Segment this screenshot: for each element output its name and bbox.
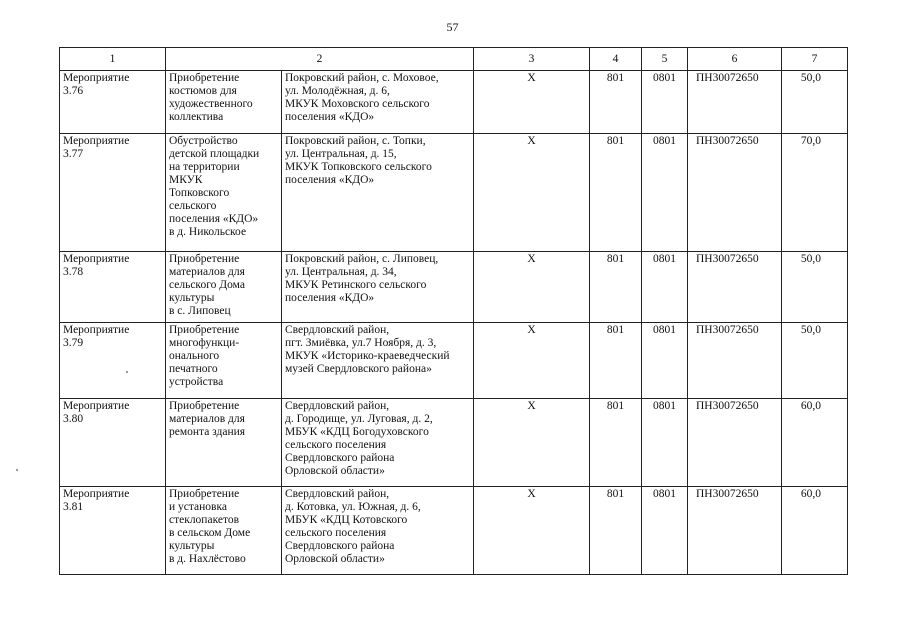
department-code-cell: 801 bbox=[590, 487, 642, 575]
purpose-cell: Приобретение материалов для сельского Дома культуры в с. Липовец bbox=[166, 252, 282, 323]
address-cell: Покровский район, с. Моховое, ул. Молодёжная, д. 6, МКУК Моховского сельского поселения «КДО» bbox=[282, 71, 474, 134]
address-cell: Свердловский район, д. Городище, ул. Луговая, д. 2, МБУК «КДЦ Богодуховского сельского поселения Свердловского района Орловской области» bbox=[282, 399, 474, 487]
department-code-cell: 801 bbox=[590, 323, 642, 399]
header-col-7: 7 bbox=[782, 48, 848, 71]
department-code-cell: 801 bbox=[590, 399, 642, 487]
event-cell: Мероприятие 3.81 bbox=[60, 487, 166, 575]
scan-speck bbox=[16, 469, 18, 471]
col3-cell: Х bbox=[474, 134, 590, 252]
event-cell: Мероприятие 3.76 bbox=[60, 71, 166, 134]
header-col-1: 1 bbox=[60, 48, 166, 71]
header-col-4: 4 bbox=[590, 48, 642, 71]
table-row bbox=[60, 134, 848, 252]
department-code-cell: 801 bbox=[590, 71, 642, 134]
table-row bbox=[60, 487, 848, 575]
address-cell: Покровский район, с. Топки, ул. Центральная, д. 15, МКУК Топковского сельского поселения «КДО» bbox=[282, 134, 474, 252]
col3-cell: Х bbox=[474, 399, 590, 487]
section-code-cell: 0801 bbox=[642, 323, 688, 399]
table-row bbox=[60, 71, 848, 134]
col3-cell: Х bbox=[474, 252, 590, 323]
event-cell: Мероприятие 3.80 bbox=[60, 399, 166, 487]
amount-cell: 60,0 bbox=[782, 399, 848, 487]
event-cell: Мероприятие 3.79 bbox=[60, 323, 166, 399]
header-col-2: 2 bbox=[166, 48, 474, 71]
department-code-cell: 801 bbox=[590, 252, 642, 323]
amount-cell: 50,0 bbox=[782, 252, 848, 323]
col3-cell: Х bbox=[474, 71, 590, 134]
purpose-cell: Обустройство детской площадки на территории МКУК Топковского сельского поселения «КДО» в д. Никольское bbox=[166, 134, 282, 252]
header-col-3: 3 bbox=[474, 48, 590, 71]
amount-cell: 70,0 bbox=[782, 134, 848, 252]
target-article-cell: ПН30072650 bbox=[688, 252, 782, 323]
page-number: 57 bbox=[446, 20, 459, 34]
target-article-cell: ПН30072650 bbox=[688, 399, 782, 487]
header-col-6: 6 bbox=[688, 48, 782, 71]
purpose-cell: Приобретение материалов для ремонта здания bbox=[166, 399, 282, 487]
target-article-cell: ПН30072650 bbox=[688, 134, 782, 252]
event-cell: Мероприятие 3.78 bbox=[60, 252, 166, 323]
section-code-cell: 0801 bbox=[642, 252, 688, 323]
amount-cell: 60,0 bbox=[782, 487, 848, 575]
section-code-cell: 0801 bbox=[642, 134, 688, 252]
table-row bbox=[60, 252, 848, 323]
amount-cell: 50,0 bbox=[782, 71, 848, 134]
department-code-cell: 801 bbox=[590, 134, 642, 252]
table-row bbox=[60, 399, 848, 487]
col3-cell: Х bbox=[474, 487, 590, 575]
target-article-cell: ПН30072650 bbox=[688, 71, 782, 134]
purpose-cell: Приобретение костюмов для художественного коллектива bbox=[166, 71, 282, 134]
address-cell: Свердловский район, д. Котовка, ул. Южная, д. 6, МБУК «КДЦ Котовского сельского поселения Свердловского района Орловской области» bbox=[282, 487, 474, 575]
table-row bbox=[60, 323, 848, 399]
purpose-cell: Приобретение и установка стеклопакетов в сельском Доме культуры в д. Нахлёстово bbox=[166, 487, 282, 575]
col3-cell: Х bbox=[474, 323, 590, 399]
target-article-cell: ПН30072650 bbox=[688, 323, 782, 399]
header-col-5: 5 bbox=[642, 48, 688, 71]
address-cell: Свердловский район, пгт. Змиёвка, ул.7 Ноября, д. 3, МКУК «Историко-краеведческий музей Свердловского района» bbox=[282, 323, 474, 399]
target-article-cell: ПН30072650 bbox=[688, 487, 782, 575]
address-cell: Покровский район, с. Липовец, ул. Центральная, д. 34, МКУК Ретинского сельского поселения «КДО» bbox=[282, 252, 474, 323]
section-code-cell: 0801 bbox=[642, 487, 688, 575]
scan-speck bbox=[126, 371, 128, 373]
amount-cell: 50,0 bbox=[782, 323, 848, 399]
purpose-cell: Приобретение многофункци- онального печатного устройства bbox=[166, 323, 282, 399]
section-code-cell: 0801 bbox=[642, 399, 688, 487]
header-row bbox=[60, 48, 848, 71]
section-code-cell: 0801 bbox=[642, 71, 688, 134]
budget-table bbox=[59, 47, 848, 575]
event-cell: Мероприятие 3.77 bbox=[60, 134, 166, 252]
